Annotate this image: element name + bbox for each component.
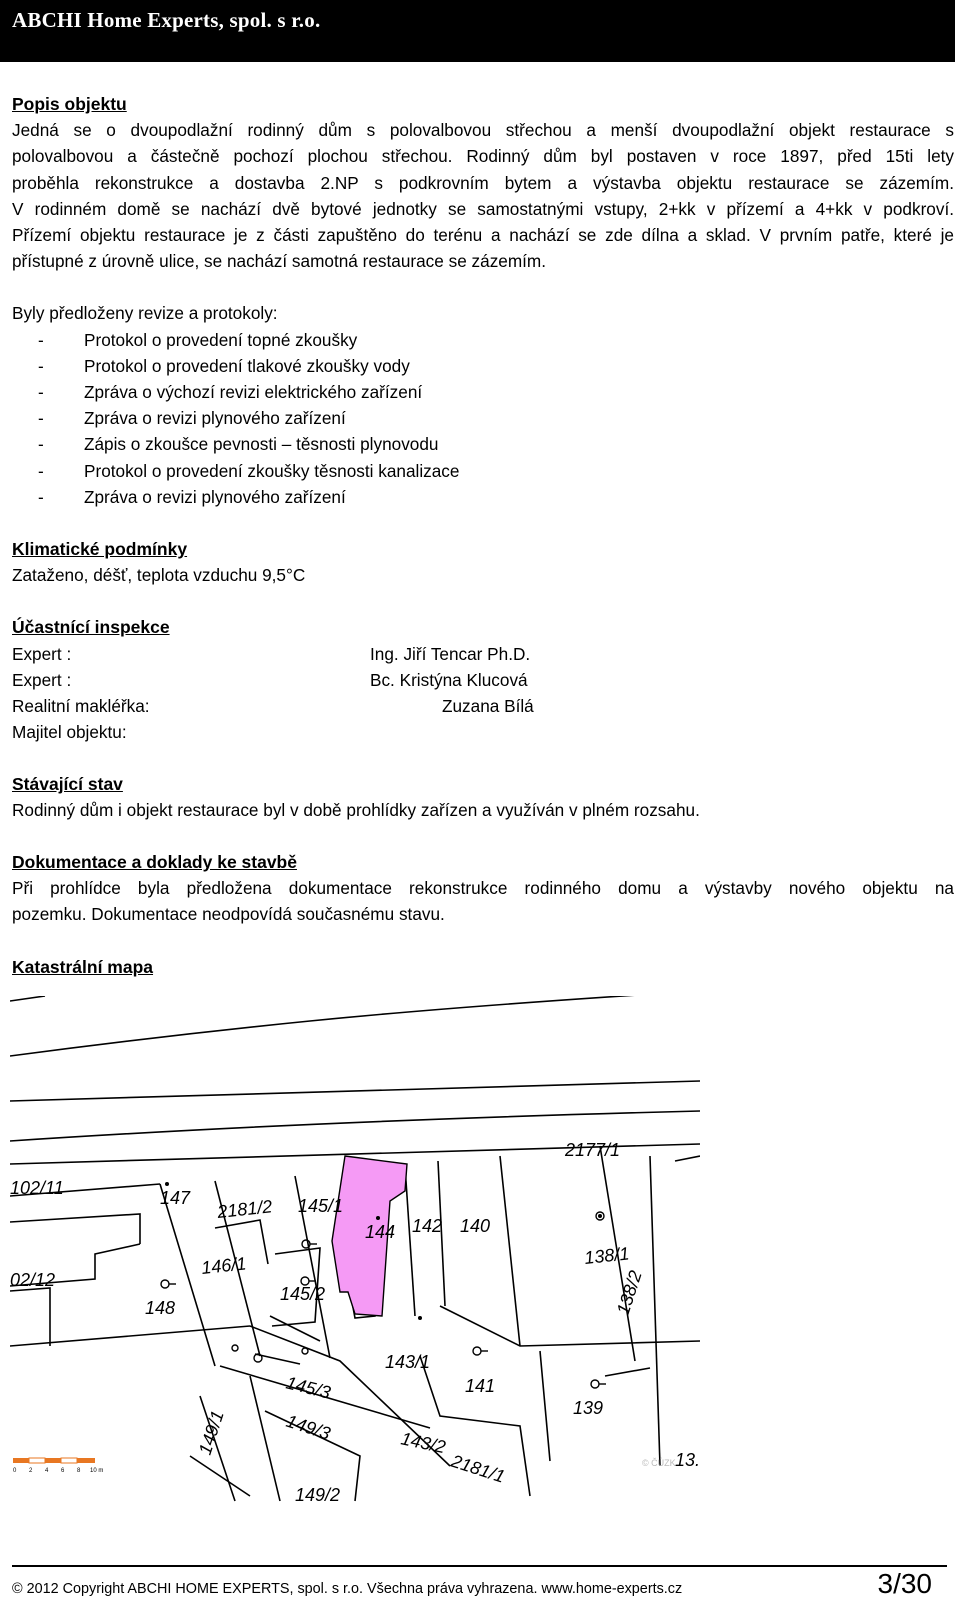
parcel-label: 145/3 (284, 1372, 333, 1403)
popis-line: proběhla rekonstrukce a dostavba 2.NP s podkrovním bytem a výstavba objektu restaurace se zázemím. (12, 172, 954, 193)
header-bar (0, 0, 955, 62)
parcel-label: 139 (573, 1398, 604, 1418)
participant-row (12, 667, 71, 693)
popis-line: V rodinném domě se nachází dvě bytové jednotky se samostatnými vstupy, 2+kk v přízemí a 4+kk v podkroví. (12, 198, 954, 219)
company-name: ABCHI Home Experts, spol. s r.o. (12, 8, 321, 32)
dokumentace-line: Při prohlídce byla předložena dokumentace rekonstrukce rodinného domu a výstavby nového objektu na (12, 878, 954, 899)
revize-list (12, 327, 954, 510)
list-item: - Zpráva o revizi plynového zařízení (38, 408, 346, 429)
document-body (12, 91, 954, 980)
section-heading-ucastnici: Účastnící inspekce (12, 617, 170, 638)
svg-text:2: 2 (29, 1468, 33, 1474)
parcel-label: 145/1 (298, 1196, 344, 1216)
section-heading-popis: Popis objektu (12, 94, 127, 114)
svg-text:8: 8 (77, 1468, 81, 1474)
parcel-label: 141 (465, 1376, 496, 1396)
popis-line: Jedná se o dvoupodlažní rodinný dům s polovalbovou střechou a menší dvoupodlažní objekt restaurace s (12, 120, 954, 141)
stav-text: Rodinný dům i objekt restaurace byl v době prohlídky zařízen a využíván v plném rozsahu. (12, 799, 700, 820)
list-item: - Zápis o zkoušce pevnosti – těsnosti plynovodu (38, 434, 439, 455)
parcel-label: 145/2 (280, 1284, 326, 1304)
parcel-label: 149/2 (295, 1485, 341, 1505)
svg-text:6: 6 (61, 1468, 65, 1474)
parcel-label: 02/12 (10, 1270, 56, 1290)
section-heading-stav: Stávající stav (12, 773, 123, 794)
participant-value: Ing. Jiří Tencar Ph.D. (370, 643, 531, 664)
section-heading-klima: Klimatické podmínky (12, 539, 188, 560)
list-item: - Protokol o provedení tlakové zkoušky vody (38, 355, 410, 376)
participant-label: Majitel objektu: (12, 721, 127, 742)
parcel-label: 143/1 (385, 1352, 431, 1372)
participant-label: Expert : (12, 643, 72, 664)
parcel-label: 144 (365, 1222, 396, 1242)
parcel-label: 149/1 (194, 1408, 228, 1458)
revize-intro: Byly předloženy revize a protokoly: (12, 303, 278, 324)
participant-label: Expert : (12, 669, 72, 690)
list-item: - Zpráva o výchozí revizi elektrického zařízení (38, 382, 423, 403)
parcel-label: 2177/1 (565, 1140, 621, 1160)
footer-copyright: © 2012 Copyright ABCHI HOME EXPERTS, spol. s r.o. Všechna práva vyhrazena. www.home-experts.cz (12, 1581, 683, 1597)
section-heading-mapa: Katastrální mapa (12, 956, 154, 977)
scale-bar (13, 1458, 103, 1474)
parcel-label: 2181/2 (216, 1196, 274, 1222)
parcel-label: 149/3 (283, 1410, 333, 1444)
participant-row (12, 719, 127, 745)
participants-table (12, 641, 954, 745)
parcel-label: 140 (460, 1216, 491, 1236)
cadastral-map (10, 996, 700, 1506)
parcel-label: 147 (160, 1188, 191, 1208)
svg-text:0: 0 (13, 1468, 17, 1474)
parcel-label: 142 (412, 1216, 443, 1236)
page-number: 3/30 (877, 1568, 932, 1599)
parcel-label: 148 (145, 1298, 176, 1318)
participant-value: Zuzana Bílá (442, 695, 534, 716)
parcel-label: 2181/1 (448, 1450, 508, 1487)
map-watermark: © ČÚZK (642, 1458, 676, 1468)
list-item: - Zpráva o revizi plynového zařízení (38, 486, 346, 507)
participant-value: Bc. Kristýna Klucová (370, 669, 528, 690)
list-item: - Protokol o provedení zkoušky těsnosti kanalizace (38, 460, 460, 481)
participant-label: Realitní makléřka: (12, 695, 150, 716)
parcel-label: 102/11 (10, 1178, 64, 1198)
svg-text:10 m: 10 m (90, 1468, 104, 1474)
footer-divider (12, 1565, 947, 1567)
popis-line: přístupné z úrovně ulice, se nachází samotná restaurace se zázemím. (12, 251, 547, 272)
parcel-label: 13. (675, 1450, 700, 1470)
list-item: - Protokol o provedení topné zkoušky (38, 329, 358, 350)
popis-line: Přízemí objektu restaurace je z části zapuštěno do terénu a nachází se zde dílna a sklad. V prvním patře, které je (12, 225, 954, 246)
parcel-label: 146/1 (200, 1253, 248, 1278)
klima-text: Zataženo, déšť, teplota vzduchu 9,5°C (12, 565, 306, 586)
parcel-label: 138/2 (612, 1268, 646, 1318)
parcel-label: 138/1 (583, 1243, 631, 1268)
parcel-label: 143/2 (399, 1428, 448, 1458)
popis-line: polovalbovou a částečně pochozí plochou střechou. Rodinný dům byl postaven v roce 1897, před 15ti lety (12, 146, 954, 167)
dokumentace-line: pozemku. Dokumentace neodpovídá současnému stavu. (12, 904, 445, 925)
participant-row (12, 641, 71, 667)
section-heading-dokumentace: Dokumentace a doklady ke stavbě (12, 852, 297, 873)
participant-row (12, 693, 150, 719)
svg-text:4: 4 (45, 1468, 49, 1474)
